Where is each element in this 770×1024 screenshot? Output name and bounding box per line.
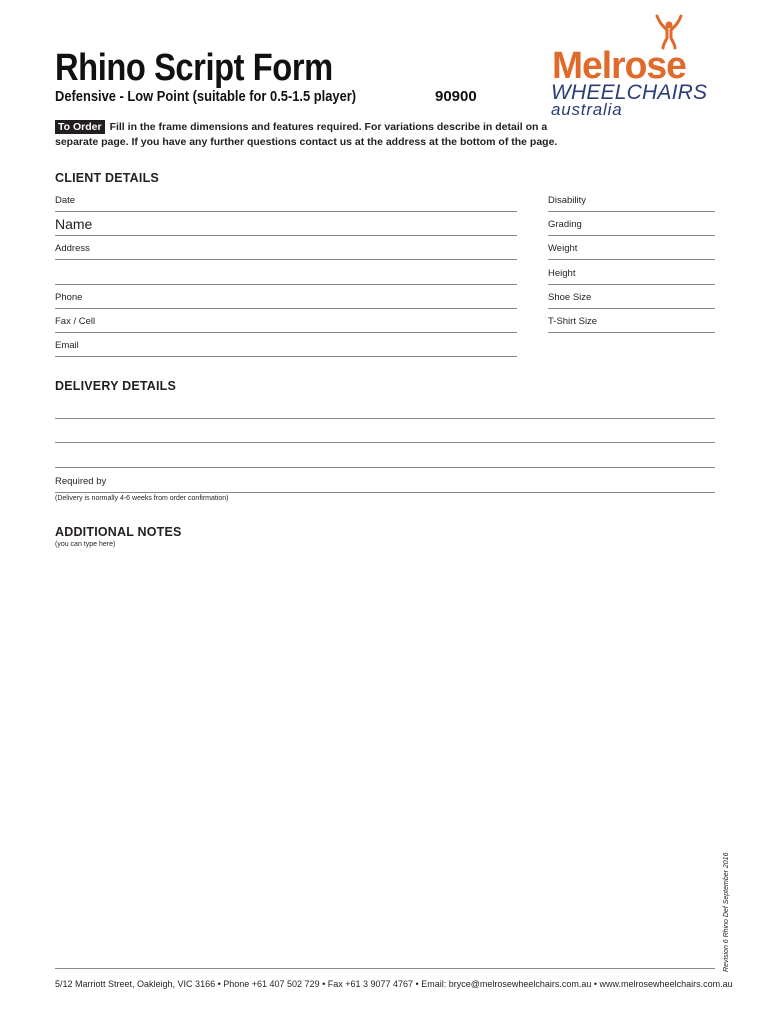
name-field[interactable] — [55, 215, 517, 236]
email-label: Email — [55, 340, 79, 351]
footer-divider — [55, 968, 715, 969]
footer-contact: 5/12 Marriott Street, Oakleigh, VIC 3166 • Phone +61 407 502 729 • Fax +61 3 9077 4767 • Email: bryce@melrosewheelchairs.com.au • www.melrosewheelchairs.com.au — [55, 979, 733, 989]
delivery-line-3[interactable] — [55, 467, 715, 468]
phone-field[interactable] — [55, 288, 517, 309]
revision-note: Revision 6 Rhino Def September 2016 — [723, 852, 730, 972]
grading-field[interactable] — [548, 215, 715, 236]
additional-notes-heading: ADDITIONAL NOTES — [55, 525, 182, 539]
intro-text — [55, 120, 575, 150]
logo-wheelchairs-text: WHEELCHAIRS — [551, 81, 708, 104]
name-label: Name — [55, 216, 93, 232]
phone-label: Phone — [55, 292, 83, 303]
grading-label: Grading — [548, 219, 582, 230]
weight-field[interactable] — [548, 239, 715, 260]
shoe-size-label: Shoe Size — [548, 292, 592, 303]
tshirt-size-label: T-Shirt Size — [548, 316, 598, 327]
logo-brand-text: Melrose — [552, 45, 686, 87]
disability-field[interactable] — [548, 191, 715, 212]
date-label: Date — [55, 195, 76, 206]
address-field[interactable] — [55, 239, 517, 260]
delivery-line-1[interactable] — [55, 418, 715, 419]
tshirt-size-field[interactable] — [548, 312, 715, 333]
melrose-logo — [548, 12, 738, 120]
shoe-size-field[interactable] — [548, 288, 715, 309]
additional-notes-textarea[interactable] — [55, 552, 715, 952]
to-order-badge: To Order — [55, 120, 105, 134]
delivery-note: (Delivery is normally 4-6 weeks from order confirmation) — [55, 495, 229, 502]
logo-australia-text: australia — [551, 100, 623, 119]
fax-cell-label: Fax / Cell — [55, 316, 96, 327]
additional-notes-hint: (you can type here) — [55, 541, 116, 548]
client-details-heading: CLIENT DETAILS — [55, 171, 159, 185]
email-field[interactable] — [55, 336, 517, 357]
address-label: Address — [55, 243, 90, 254]
form-title: Rhino Script Form — [55, 47, 333, 89]
fax-cell-field[interactable] — [55, 312, 517, 333]
intro-instructions: Fill in the frame dimensions and features required. For variations describe in detail on a separate page. If you have any further questions contact us at the address at the bottom of the page. — [55, 121, 558, 148]
disability-label: Disability — [548, 195, 587, 206]
weight-label: Weight — [548, 243, 578, 254]
form-subtitle: Defensive - Low Point (suitable for 0.5-1.5 player) — [55, 88, 357, 105]
height-label: Height — [548, 268, 576, 279]
required-by-label: Required by — [55, 476, 107, 487]
date-field[interactable] — [55, 191, 517, 212]
delivery-line-2[interactable] — [55, 442, 715, 443]
required-by-field[interactable] — [55, 472, 715, 493]
delivery-details-heading: DELIVERY DETAILS — [55, 379, 177, 393]
address-line-2-field[interactable] — [55, 264, 517, 285]
height-field[interactable] — [548, 264, 715, 285]
form-code: 90900 — [435, 88, 477, 105]
